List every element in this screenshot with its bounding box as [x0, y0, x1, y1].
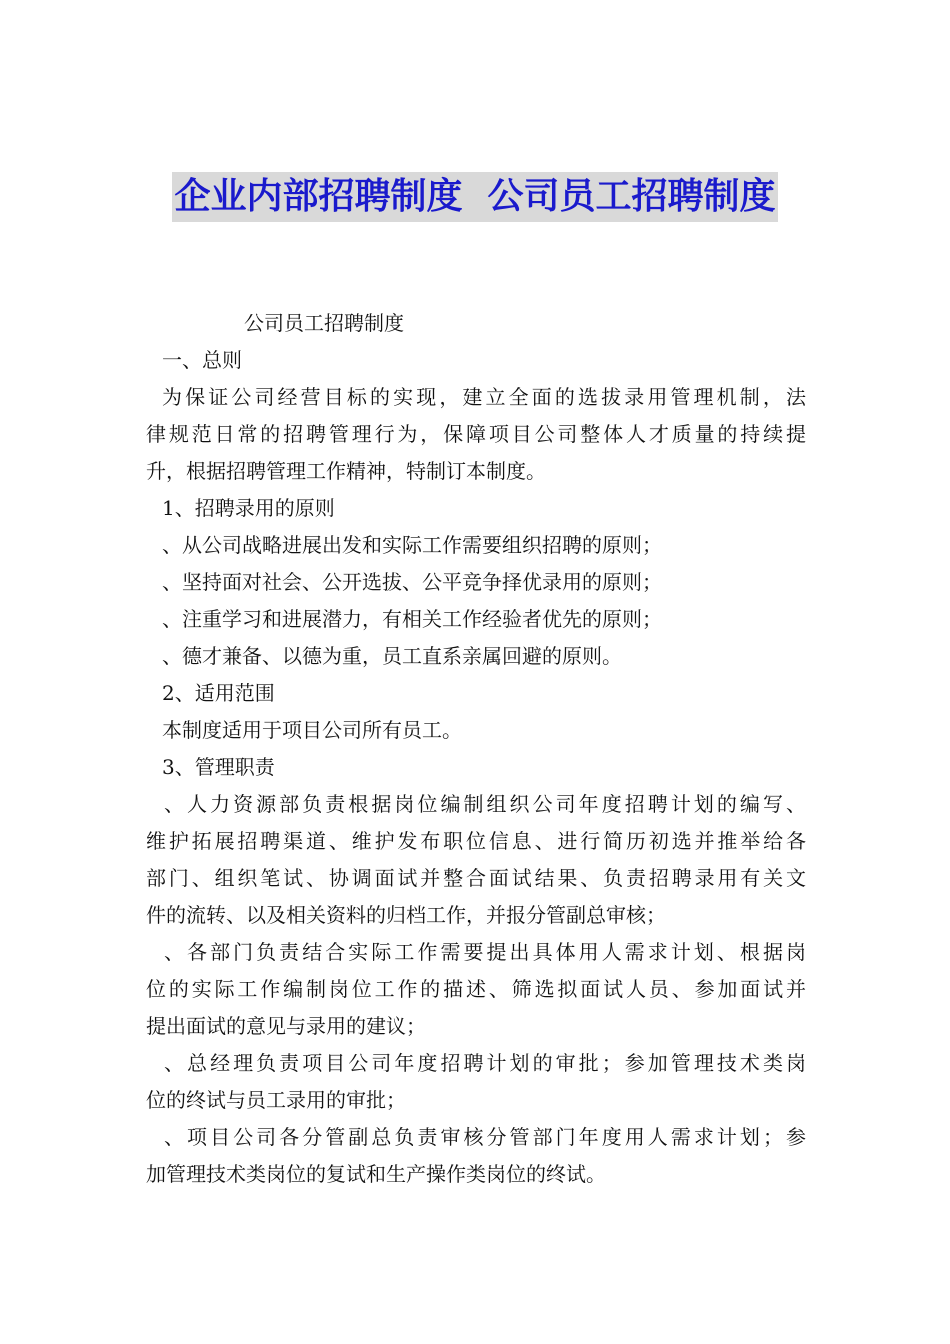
paragraph-line: 位的实际工作编制岗位工作的描述、筛选拟面试人员、参加面试并 — [146, 977, 806, 1001]
list-item: 、坚持面对社会、公开选拔、公平竞争择优录用的原则； — [162, 570, 662, 594]
paragraph-line: 提出面试的意见与录用的建议； — [146, 1014, 426, 1038]
list-item: 、注重学习和进展潜力，有相关工作经验者优先的原则； — [162, 607, 662, 631]
chapter-heading: 一、总则 — [162, 348, 242, 372]
paragraph-line: 为保证公司经营目标的实现，建立全面的选拔录用管理机制，法 — [162, 385, 806, 409]
document-title: 企业内部招聘制度 公司员工招聘制度 — [172, 172, 777, 222]
list-item: 、总经理负责项目公司年度招聘计划的审批；参加管理技术类岗 — [164, 1051, 806, 1075]
list-item: 、项目公司各分管副总负责审核分管部门年度用人需求计划；参 — [164, 1125, 806, 1149]
document-body — [146, 305, 806, 1193]
subsection-heading: 3、管理职责 — [162, 755, 275, 779]
paragraph-line: 件的流转、以及相关资料的归档工作，并报分管副总审核； — [146, 903, 666, 927]
subsection-heading: 1、招聘录用的原则 — [162, 496, 335, 520]
paragraph-line: 升，根据招聘管理工作精神，特制订本制度。 — [146, 459, 546, 483]
paragraph-line: 位的终试与员工录用的审批； — [146, 1088, 406, 1112]
paragraph-line: 加管理技术类岗位的复试和生产操作类岗位的终试。 — [146, 1162, 606, 1186]
paragraph-line: 部门、组织笔试、协调面试并整合面试结果、负责招聘录用有关文 — [146, 866, 806, 890]
list-item: 、从公司战略进展出发和实际工作需要组织招聘的原则； — [162, 533, 662, 557]
paragraph-line: 律规范日常的招聘管理行为，保障项目公司整体人才质量的持续提 — [146, 422, 806, 446]
list-item: 、德才兼备、以德为重，员工直系亲属回避的原则。 — [162, 644, 622, 668]
title-area — [0, 172, 950, 222]
list-item: 、人力资源部负责根据岗位编制组织公司年度招聘计划的编写、 — [164, 792, 806, 816]
section-heading: 公司员工招聘制度 — [244, 311, 404, 335]
paragraph-line: 本制度适用于项目公司所有员工。 — [162, 718, 462, 742]
paragraph-line: 维护拓展招聘渠道、维护发布职位信息、进行简历初选并推举给各 — [146, 829, 806, 853]
subsection-heading: 2、适用范围 — [162, 681, 275, 705]
list-item: 、各部门负责结合实际工作需要提出具体用人需求计划、根据岗 — [164, 940, 806, 964]
